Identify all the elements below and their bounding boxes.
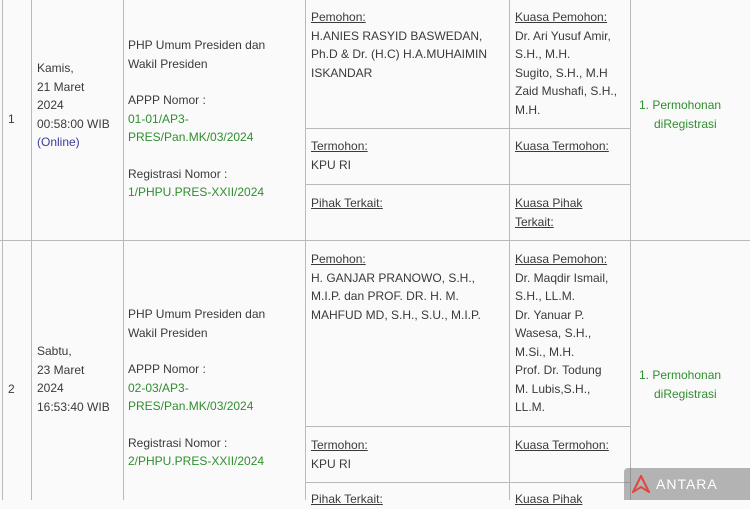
status-cell bbox=[639, 366, 721, 403]
status-link[interactable]: 1. Permohonan diRegistrasi bbox=[639, 98, 722, 131]
kuasa-pemohon-cell: Kuasa Pemohon: Dr. Ari Yusuf Amir, S.H., M.H. Sugito, S.H., M.H Zaid Mushafi, S.H., M.H. bbox=[515, 10, 618, 117]
appp-number-link[interactable]: 02-03/AP3- PRES/Pan.MK/03/2024 bbox=[128, 380, 254, 413]
kuasa-pihak-terkait-cell: Kuasa Pihak Terkait: bbox=[515, 196, 583, 229]
online-badge: (Online) bbox=[37, 135, 80, 149]
status-link[interactable]: 1. Permohonan diRegistrasi bbox=[639, 368, 722, 401]
pihak-terkait-cell: Pihak Terkait: bbox=[311, 196, 383, 210]
antara-watermark bbox=[624, 468, 750, 500]
row-number: 2 bbox=[8, 382, 15, 396]
kuasa-pemohon-cell: Kuasa Pemohon: Dr. Maqdir Ismail, S.H., LL.M. Dr. Yanuar P. Wasesa, S.H., M.Si., M.H. Prof. Dr. Todung M. Lubis,S.H., LL.M. bbox=[515, 252, 609, 414]
watermark-text: ANTARA bbox=[656, 476, 718, 492]
termohon-cell: Termohon: KPU RI bbox=[311, 139, 368, 172]
appp-number-link[interactable]: 01-01/AP3- PRES/Pan.MK/03/2024 bbox=[128, 111, 254, 144]
registration-number-link[interactable]: 2/PHPU.PRES-XXII/2024 bbox=[128, 454, 265, 468]
pemohon-label: Pemohon: bbox=[311, 10, 366, 24]
termohon-cell: Termohon: KPU RI bbox=[311, 438, 368, 471]
registration-number-link[interactable]: 1/PHPU.PRES-XXII/2024 bbox=[128, 185, 265, 199]
kuasa-termohon-cell: Kuasa Termohon: bbox=[515, 438, 609, 452]
kuasa-termohon-cell: Kuasa Termohon: bbox=[515, 139, 609, 153]
pemohon-cell: Pemohon: H.ANIES RASYID BASWEDAN, Ph.D & Dr. (H.C) H.A.MUHAIMIN ISKANDAR bbox=[311, 10, 488, 80]
pemohon-label: Pemohon: bbox=[311, 252, 366, 266]
antara-logo-icon bbox=[632, 475, 650, 493]
hearing-date: Kamis, 21 Maret 2024 00:58:00 WIB (Online) bbox=[37, 59, 110, 152]
row-number: 1 bbox=[8, 112, 15, 126]
pihak-terkait-cell: Pihak Terkait: bbox=[311, 492, 383, 506]
status-cell bbox=[639, 96, 721, 133]
kuasa-pemohon-label: Kuasa Pemohon: bbox=[515, 252, 608, 266]
hearing-date: Sabtu, 23 Maret 2024 16:53:40 WIB bbox=[37, 344, 110, 414]
kuasa-pihak-terkait-cell: Kuasa Pihak bbox=[515, 492, 583, 506]
case-info: PHP Umum Presiden dan Wakil Presiden APPP Nomor : 01-01/AP3- PRES/Pan.MK/03/2024 Registrasi Nomor : 1/PHPU.PRES-XXII/2024 bbox=[128, 36, 265, 202]
case-info: PHP Umum Presiden dan Wakil Presiden APPP Nomor : 02-03/AP3- PRES/Pan.MK/03/2024 Registrasi Nomor : 2/PHPU.PRES-XXII/2024 bbox=[128, 305, 265, 471]
pemohon-cell: Pemohon: H. GANJAR PRANOWO, S.H., M.I.P. dan PROF. DR. H. M. MAHFUD MD, S.H., S.U., M.I.P. bbox=[311, 252, 481, 322]
kuasa-pemohon-label: Kuasa Pemohon: bbox=[515, 10, 608, 24]
